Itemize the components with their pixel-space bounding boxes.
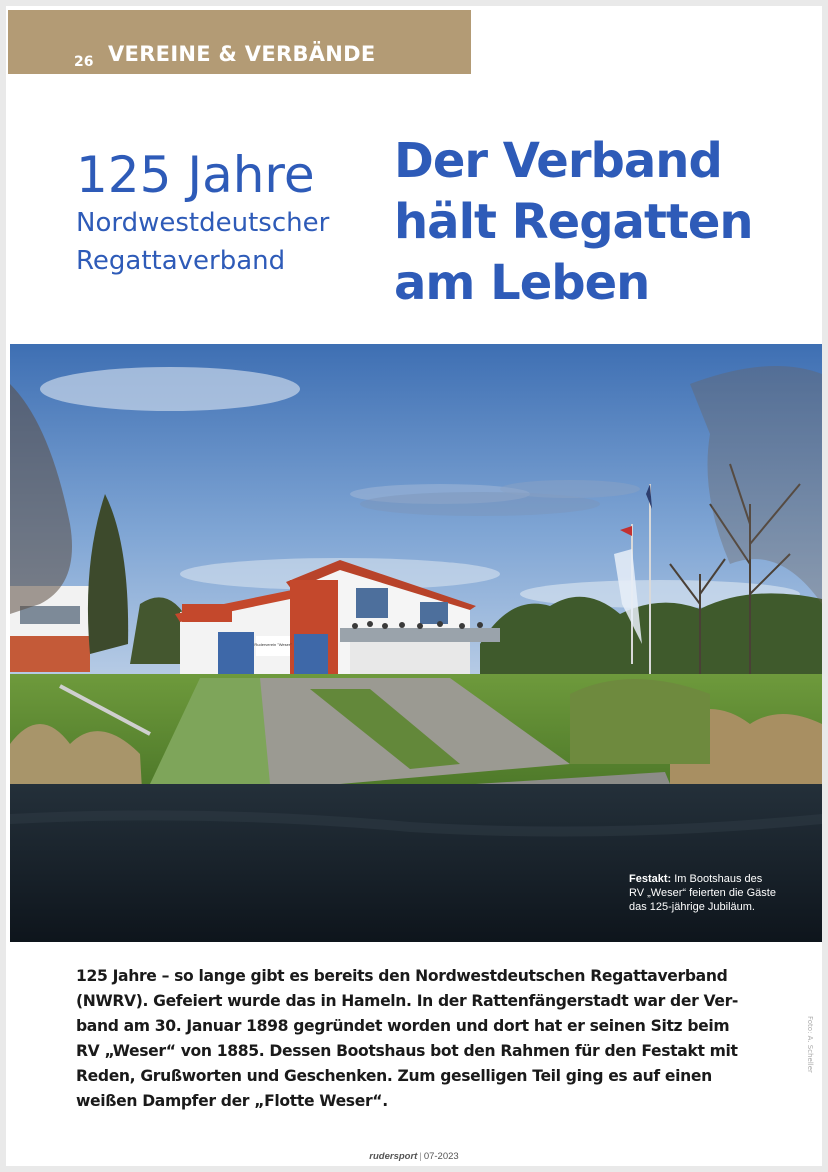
caption-label: Festakt:	[629, 873, 672, 885]
caption-line-2: RV „Weser“ feierten die Gäste	[629, 887, 776, 899]
photo-credit: Foto: A. Scheller	[806, 1016, 814, 1073]
kicker-line-1: 125 Jahre	[76, 146, 315, 204]
lead-line: RV „Weser“ von 1885. Dessen Bootshaus bot den Rahmen für den Festakt mit	[76, 1042, 738, 1060]
caption-line-3: das 125-jährige Jubiläum.	[629, 901, 755, 913]
lead-line: 125 Jahre – so lange gibt es bereits den Nordwestdeutschen Regattaverband	[76, 967, 728, 985]
lead-line: weißen Dampfer der „Flotte Weser“.	[76, 1092, 388, 1110]
caption-line-1: Im Bootshaus des	[671, 873, 763, 885]
lead-paragraph	[76, 964, 814, 1114]
section-title: VEREINE & VERBÄNDE	[108, 42, 376, 66]
headline-line-2: hält Regatten	[394, 194, 753, 250]
issue-number: 07-2023	[423, 1151, 459, 1162]
lead-line: (NWRV). Gefeiert wurde das in Hameln. In der Rattenfängerstadt war der Ver-	[76, 992, 739, 1010]
boathouse-photo	[10, 344, 822, 942]
headline-line-3: am Leben	[394, 255, 650, 311]
page-number: 26	[74, 54, 94, 70]
lead-line: band am 30. Januar 1898 gegründet worden und dort hat er seinen Sitz beim	[76, 1017, 730, 1035]
magazine-page	[6, 6, 822, 1166]
building-sign: Ruderverein "Weser"	[254, 642, 292, 647]
kicker-line-3: Regattaverband	[76, 246, 286, 276]
magazine-brand: rudersport	[369, 1151, 418, 1162]
article-headline	[394, 131, 822, 314]
photo-caption	[629, 872, 819, 914]
footer-separator: |	[419, 1151, 422, 1162]
kicker-line-2: Nordwestdeutscher	[76, 208, 330, 238]
article-kicker	[76, 146, 376, 280]
lead-line: Reden, Grußworten und Geschenken. Zum geselligen Teil ging es auf einen	[76, 1067, 712, 1085]
headline-line-1: Der Verband	[394, 133, 722, 189]
page-footer	[6, 1151, 822, 1162]
